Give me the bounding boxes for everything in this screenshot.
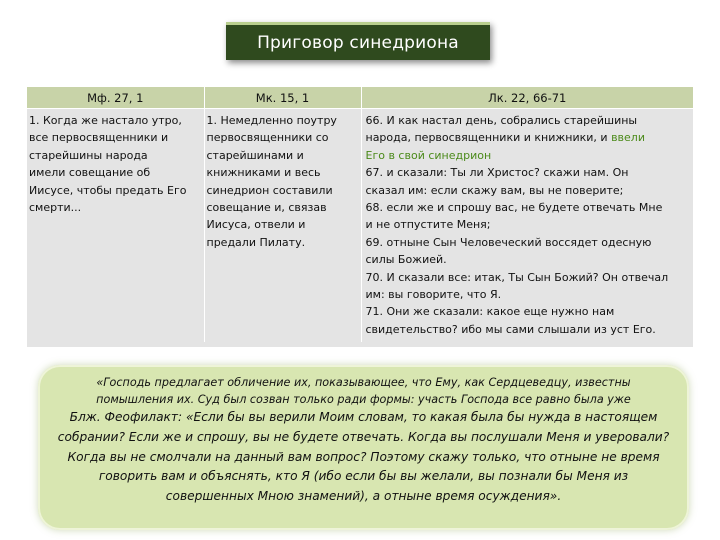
gospel-comparison-table [27, 87, 693, 347]
table-row [27, 109, 693, 343]
luke-line: и не отпустите Меня; [365, 218, 491, 232]
luke-line: 66. И как настал день, собрались старейшины [365, 114, 638, 127]
mark-line: предали Пилату. [206, 235, 306, 249]
mark-line: синедрион составили [206, 183, 333, 197]
luke-line: им: вы говорите, что Я. [365, 288, 502, 302]
mark-line: 1. Немедленно поутру [206, 114, 337, 127]
table [27, 87, 693, 342]
table-header-row [27, 87, 693, 109]
luke-line-highlight: Его в свой синедрион [365, 148, 492, 162]
header-luke: Лк. 22, 66-71 [361, 87, 693, 109]
cell-matthew [27, 109, 204, 343]
header-mark: Мк. 15, 1 [204, 87, 361, 109]
matthew-line: смерти... [29, 201, 82, 215]
header-matthew: Мф. 27, 1 [27, 87, 204, 109]
luke-line: сказал им: если скажу вам, вы не поверите; [365, 183, 624, 197]
cell-mark [204, 109, 361, 343]
quote-intro-line: помышления их. Суд был созван только ради формы: участь Господа все равно была уже [96, 393, 631, 407]
luke-line-text: народа, первосвященники и книжники, и [365, 131, 612, 145]
matthew-line: Иисусе, чтобы предать Его [29, 183, 187, 197]
slide-title-box [226, 22, 490, 60]
luke-line: 70. И сказали все: итак, Ты Сын Божий? Он отвечал [365, 270, 669, 284]
luke-line: 68. если же и спрошу вас, не будете отвечать Мне [365, 201, 663, 215]
mark-line: первосвященники со [206, 131, 329, 145]
mark-line: Иисуса, отвели и [206, 218, 306, 232]
commentary-quote-box [38, 365, 689, 530]
luke-line: силы Божией. [365, 253, 447, 267]
luke-line: 67. и сказали: Ты ли Христос? скажи нам. Он [365, 166, 629, 180]
mark-line: совещание и, связав [206, 201, 327, 215]
theophylact-quote: Блж. Феофилакт: «Если бы вы верили Моим словам, то какая была бы нужда в настоящем собрании? Если же и спрошу, вы не будете отвечать. Когда вы послушали Меня и уверовали? Когда вы не смолчали на данный вам вопрос? Поэтому скажу только, что отныне не время говорить вам и объяснять, кто Я (ибо если бы вы желали, вы познали бы Меня из совершенных Мною знамений), а отныне время осуждения». [57, 410, 670, 503]
matthew-line: старейшины народа [29, 148, 148, 162]
matthew-line: имели совещание об [29, 166, 151, 180]
luke-highlight: ввели [611, 131, 645, 145]
matthew-line: все первосвященники и [29, 131, 169, 145]
luke-line: 69. отныне Сын Человеческий воссядет одесную [365, 235, 652, 249]
cell-luke [361, 109, 693, 343]
luke-line: свидетельство? ибо мы сами слышали из уст Его. [365, 322, 656, 336]
mark-line: книжниками и весь [206, 166, 321, 180]
quote-intro-line: «Господь предлагает обличение их, показывающее, что Ему, как Сердцеведцу, известны [96, 376, 631, 389]
slide-title: Приговор синедриона [257, 32, 459, 53]
luke-line [366, 129, 692, 146]
luke-line: 71. Они же сказали: какое еще нужно нам [365, 305, 615, 319]
matthew-line: 1. Когда же настало утро, [29, 114, 182, 127]
mark-line: старейшинами и [206, 148, 304, 162]
